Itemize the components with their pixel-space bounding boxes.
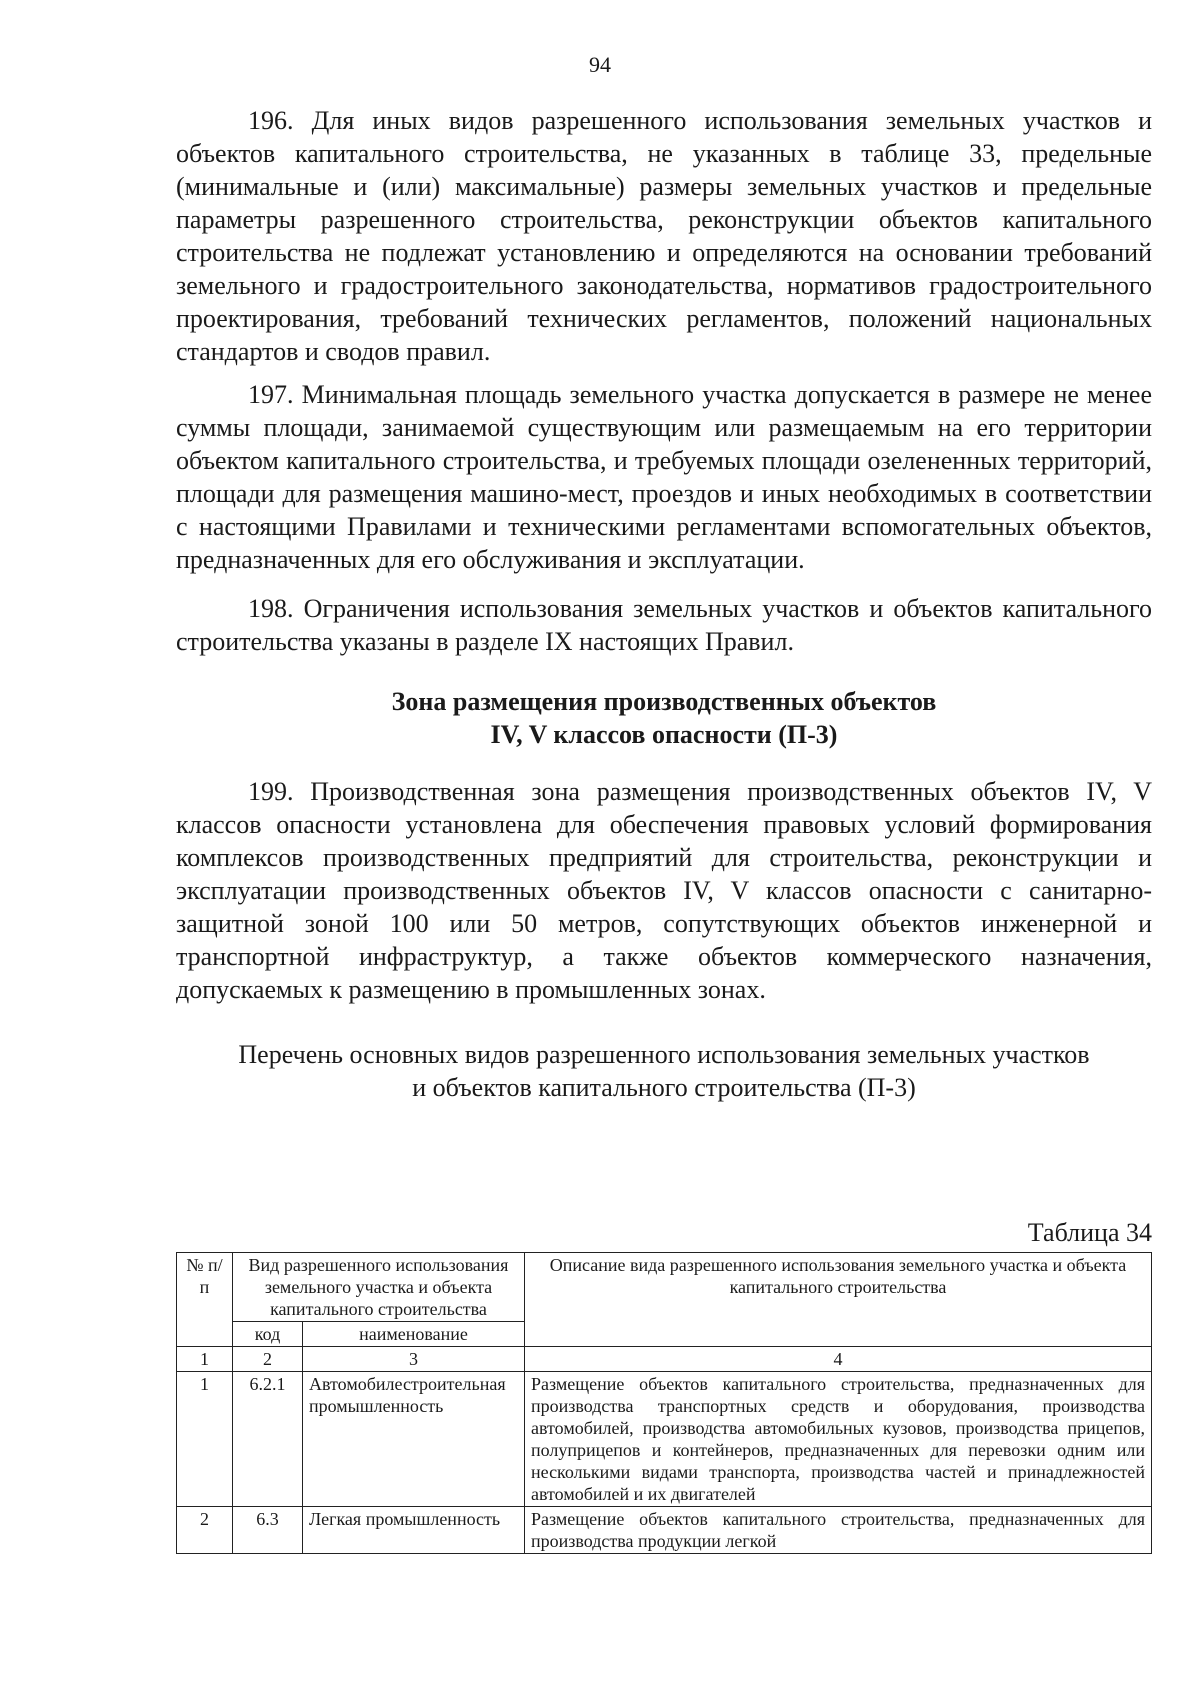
- paragraph-text: Для иных видов разрешенного использования земельных участков и объектов капитального строительства, не указанных в таблице 33, предельные (минимальные и (или) максимальные) размеры земельных участков и предельные параметры разрешенного строительства, реконструкции объектов капитального строительства не подлежат установлению и определяются на основании требований земельного и градостроительного законодательства, нормативов градостроительного проектирования, требований технических регламентов, положений национальных стандартов и сводов правил.: [176, 106, 1152, 366]
- table-caption-line2: и объектов капитального строительства (П-3): [412, 1073, 916, 1102]
- row-name: Автомобилестроительная промышленность: [303, 1372, 525, 1507]
- paragraph-number: 199.: [248, 777, 294, 806]
- table-label: Таблица 34: [1027, 1218, 1152, 1247]
- header-num: № п/п: [177, 1253, 233, 1347]
- row-code: 6.3: [233, 1507, 303, 1554]
- paragraph-number: 197.: [248, 380, 294, 409]
- row-code: 6.2.1: [233, 1372, 303, 1507]
- permitted-use-table: [176, 1252, 1152, 1554]
- paragraph-196: [176, 104, 1152, 368]
- row-name: Легкая промышленность: [303, 1507, 525, 1554]
- table-caption: [176, 1038, 1152, 1104]
- header-kind: Вид разрешенного использования земельного участка и объекта капитального строительства: [233, 1253, 525, 1322]
- column-number-row: [177, 1347, 1152, 1372]
- paragraph-197: [176, 378, 1152, 576]
- paragraph-text: Минимальная площадь земельного участка допускается в размере не менее суммы площади, занимаемой существующим или размещаемым на его территории объектом капитального строительства, и требуемых площади озелененных территорий, площади для размещения машино-мест, проездов и иных необходимых в соответствии с настоящими Правилами и техническими регламентами вспомогательных объектов, предназначенных для его обслуживания и эксплуатации.: [176, 380, 1153, 574]
- paragraph-text: Производственная зона размещения производственных объектов IV, V классов опасности установлена для обеспечения правовых условий формирования комплексов производственных предприятий для строительства, реконструкции и эксплуатации производственных объектов IV, V классов опасности с санитарно-защитной зоной 100 или 50 метров, сопутствующих объектов инженерной и транспортной инфраструктур, а также объектов коммерческого назначения, допускаемых к размещению в промышленных зонах.: [176, 777, 1152, 1004]
- header-description: Описание вида разрешенного использования земельного участка и объекта капитального строительства: [525, 1253, 1152, 1347]
- table-header-row: [177, 1253, 1152, 1322]
- column-number: 2: [233, 1347, 303, 1372]
- section-heading-line1: Зона размещения производственных объектов: [391, 687, 937, 716]
- header-code: код: [233, 1322, 303, 1347]
- page-number: 94: [589, 52, 611, 77]
- section-heading: [176, 685, 1152, 751]
- table-caption-line1: Перечень основных видов разрешенного использования земельных участков: [238, 1040, 1090, 1069]
- column-number: 1: [177, 1347, 233, 1372]
- row-description: Размещение объектов капитального строительства, предназначенных для производства транспортных средств и оборудования, производства автомобилей, производства автомобильных кузовов, производства прицепов, полуприцепов и контейнеров, предназначенных для перевозки одним или несколькими видами транспорта, производства частей и принадлежностей автомобилей и их двигателей: [525, 1372, 1152, 1507]
- row-num: 1: [177, 1372, 233, 1507]
- paragraph-number: 198.: [248, 594, 294, 623]
- row-num: 2: [177, 1507, 233, 1554]
- paragraph-199: [176, 775, 1152, 1006]
- paragraph-number: 196.: [248, 106, 294, 135]
- paragraph-text: Ограничения использования земельных участков и объектов капитального строительства указаны в разделе IX настоящих Правил.: [176, 594, 1152, 656]
- header-name: наименование: [303, 1322, 525, 1347]
- row-description: Размещение объектов капитального строительства, предназначенных для производства продукции легкой: [525, 1507, 1152, 1554]
- table-row: [177, 1507, 1152, 1554]
- column-number: 4: [525, 1347, 1152, 1372]
- column-number: 3: [303, 1347, 525, 1372]
- paragraph-198: [176, 592, 1152, 658]
- table-row: [177, 1372, 1152, 1507]
- section-heading-line2: IV, V классов опасности (П-3): [490, 720, 838, 749]
